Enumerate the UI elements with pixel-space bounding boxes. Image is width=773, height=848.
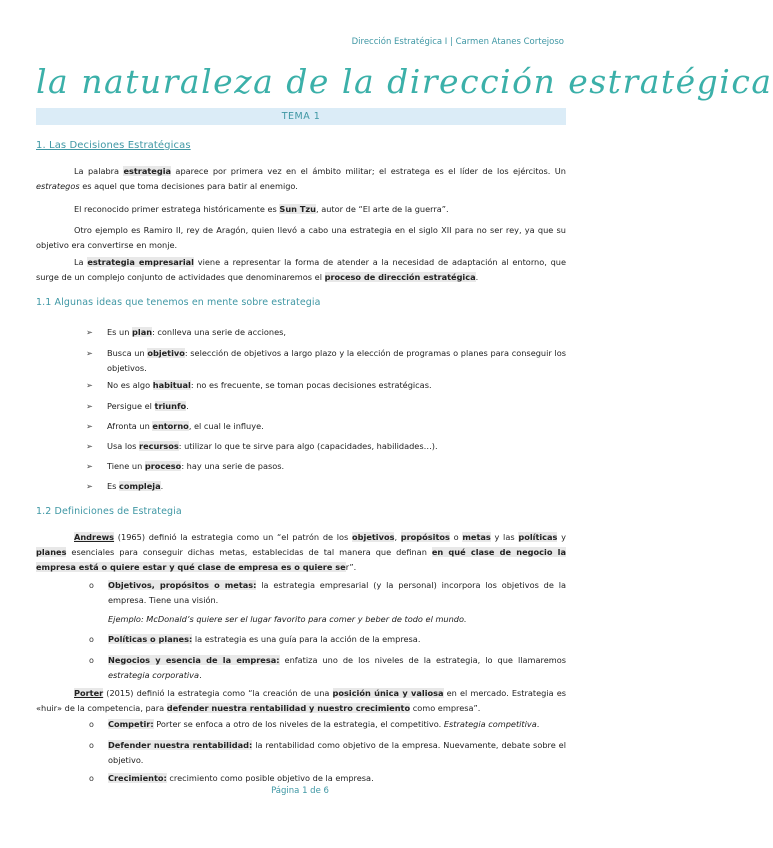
keyword: compleja [119,481,161,491]
tema-bar: TEMA 1 [36,108,566,125]
text: Es [107,481,120,491]
text: enfatiza uno de los niveles de la estrategia, lo que llamaremos [279,655,566,665]
running-header: Dirección Estratégica I | Carmen Atanes Cortejoso [351,37,564,47]
keyword: objetivo [147,348,185,358]
text: Es un [107,327,133,337]
text: la rentabilidad como objetivo de la empresa. Nuevamente, debate sobre el objetivo. [108,740,566,765]
keyword: plan [132,327,153,337]
list-item [86,419,566,434]
keyword-estrategia: estrategia [123,166,172,176]
text: . [160,481,164,491]
paragraph-estrategia [36,164,566,194]
paragraph-andrews [36,530,566,575]
text: . [199,670,202,680]
text: , [394,532,401,542]
arrow-bullet-icon: ➢ [86,348,93,358]
list-item [86,771,566,786]
text: Usa los [107,441,140,451]
text: . [536,719,540,729]
text: (1965) definió la estrategia como un “el patrón de los [114,532,353,542]
list-item [86,459,566,474]
keyword: posición única y valiosa [332,688,444,698]
text: es aquel que toma decisiones para batir al enemigo. [79,181,298,191]
text: aparece por primera vez en el ámbito militar; el estratega es el líder de los ejércitos. Un [171,166,566,176]
text: Persigue el [107,401,155,411]
text: : conlleva una serie de acciones, [152,327,286,337]
text: . [186,401,189,411]
text: : selección de objetivos a largo plazo y la elección de programas o planes para conseguir los objetivos. [107,348,566,373]
keyword: entorno [152,421,189,431]
text: la estrategia es una guía para la acción de la empresa. [192,634,421,644]
text: r”. [345,562,357,572]
circle-bullet-icon: o [89,741,94,750]
circle-bullet-icon: o [89,656,94,665]
text: , autor de “El arte de la guerra”. [316,204,449,214]
list-item [86,378,566,393]
keyword: Defender nuestra rentabilidad: [108,740,253,750]
text: : utilizar lo que te sirve para algo (capacidades, habilidades…). [178,441,438,451]
text: El reconocido primer estratega históricamente es [74,204,280,214]
keyword: políticas [518,532,558,542]
text: viene a representar la forma de atender a la necesidad de adaptación al entorno, que surge de un complejo conjunto de actividades que denominaremos el [36,257,566,282]
paragraph-ramiro: Otro ejemplo es Ramiro II, rey de Aragón, quien llevó a cabo una estrategia en el siglo XII para no ser rey, ya que su objetivo era convertirse en monje. [36,225,566,250]
arrow-bullet-icon: ➢ [86,441,93,451]
text: No es algo [107,380,153,390]
list-item [86,653,566,683]
keyword-sun-tzu: Sun Tzu [279,204,317,214]
text: y las [490,532,519,542]
list-item [86,479,566,494]
text: como empresa”. [410,703,481,713]
text: la estrategia empresarial (y la personal) incorpora los objetivos de la empresa. Tiene una visión. [108,580,566,605]
keyword: recursos [139,441,179,451]
author-porter: Porter [74,688,104,698]
text: , el cual le influye. [188,421,264,431]
keyword: Competir: [108,719,154,729]
term: estrategia corporativa [108,670,200,680]
example-mcdonalds: Ejemplo: McDonald’s quiere ser el lugar favorito para comer y beber de todo el mundo. [108,614,467,624]
text: La palabra [74,166,124,176]
paragraph-sun-tzu [36,202,566,217]
circle-bullet-icon: o [89,635,94,644]
list-item [86,632,566,647]
keyword: planes [36,547,67,557]
keyword: habitual [152,380,191,390]
author-andrews: Andrews [74,532,115,542]
arrow-bullet-icon: ➢ [86,401,93,411]
text: y [557,532,566,542]
keyword-estrategia-empresarial: estrategia empresarial [87,257,194,267]
text: La [74,257,88,267]
document-title: la naturaleza de la dirección estratégica [36,62,773,101]
text: Busca un [107,348,148,358]
paragraph-porter [36,686,566,716]
keyword: Políticas o planes: [108,634,193,644]
circle-bullet-icon: o [89,774,94,783]
text: o [449,532,463,542]
text: en el mercado. Estrategia es «huir» de la competencia, para [36,688,567,713]
list-item [86,325,566,340]
list-item [86,717,566,732]
circle-bullet-icon: o [89,720,94,729]
text: Porter se enfoca a otro de los niveles de la estrategia, el competitivo. [153,719,444,729]
list-item [86,346,566,376]
arrow-bullet-icon: ➢ [86,461,93,471]
keyword: triunfo [154,401,187,411]
list-item [86,399,566,414]
text: Afronta un [107,421,153,431]
keyword: proceso [144,461,182,471]
keyword: objetivos [352,532,395,542]
text: crecimiento como posible objetivo de la empresa. [166,773,374,783]
page-number: Página 1 de 6 [271,786,329,796]
arrow-bullet-icon: ➢ [86,380,93,390]
section-1-heading: 1. Las Decisiones Estratégicas [36,140,191,151]
arrow-bullet-icon: ➢ [86,481,93,491]
keyword-proceso-direccion: proceso de dirección estratégica [324,272,476,282]
text: : no es frecuente, se toman pocas decisiones estratégicas. [190,380,432,390]
paragraph-estrategia-empresarial [36,255,566,285]
section-1-2-heading: 1.2 Definiciones de Estrategia [36,506,182,517]
keyword: Negocios y esencia de la empresa: [108,655,280,665]
text: esenciales para conseguir dichas metas, establecidas de tal manera que definan [66,547,432,557]
list-item [86,738,566,768]
text: (2015) definió la estrategia como “la creación de una [103,688,333,698]
circle-bullet-icon: o [89,581,94,590]
section-1-1-heading: 1.1 Algunas ideas que tenemos en mente sobre estrategia [36,297,321,308]
text: . [475,272,479,282]
list-item [86,439,566,454]
text: Tiene un [107,461,145,471]
keyword: Crecimiento: [108,773,167,783]
keyword: en qué clase de negocio la empresa está o quiere estar y qué clase de empresa es o quiere se [36,547,566,572]
term: Estrategia competitiva [443,719,537,729]
keyword: propósitos [400,532,450,542]
text: : hay una serie de pasos. [181,461,285,471]
keyword: metas [462,532,491,542]
arrow-bullet-icon: ➢ [86,421,93,431]
keyword: Objetivos, propósitos o metas: [108,580,257,590]
keyword: defender nuestra rentabilidad y nuestro crecimiento [166,703,411,713]
list-item [86,578,566,608]
term-estrategos: estrategos [36,181,80,191]
arrow-bullet-icon: ➢ [86,327,93,337]
